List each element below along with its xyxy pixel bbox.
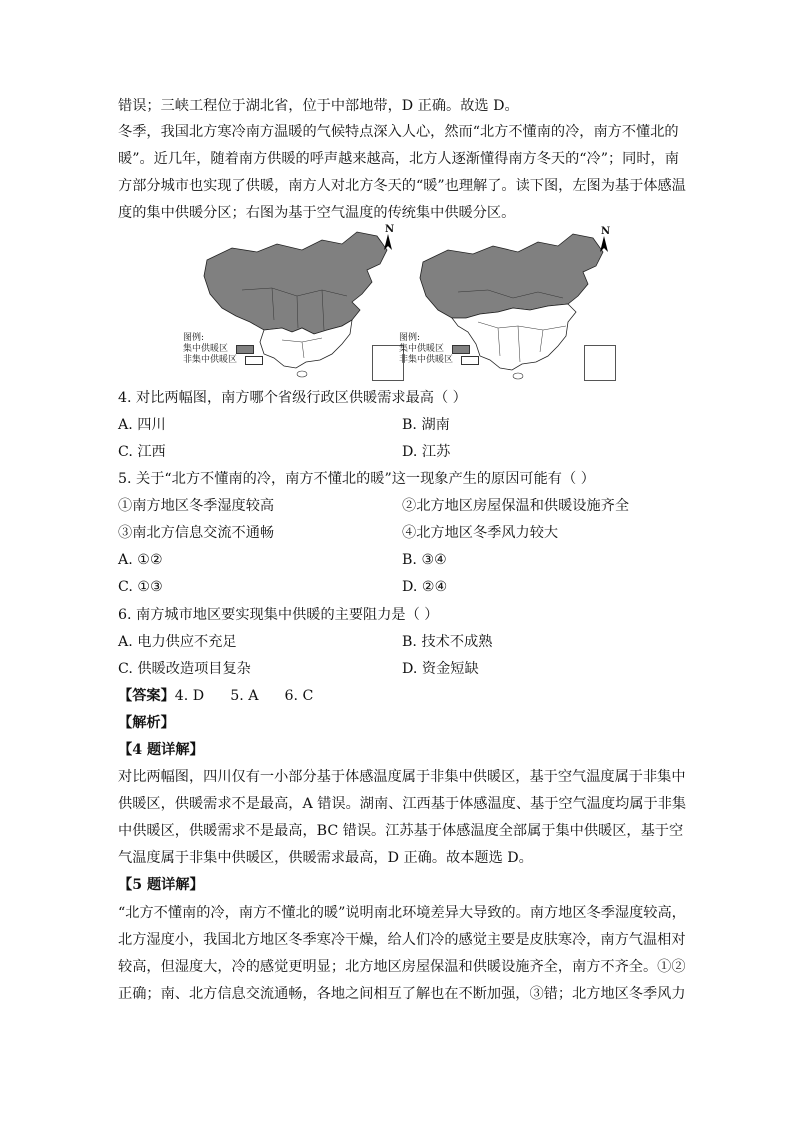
q5-option-b: B. ③④	[402, 552, 447, 568]
q6-option-d: D. 资金短缺	[402, 661, 479, 677]
legend-noncentral-label: 非集中供暖区	[399, 355, 454, 365]
intro-line: 暖”。近几年，随着南方供暖的呼声越来越高，北方人逐渐懂得南方冬天的“冷”；同时，南	[118, 151, 679, 167]
south-china-sea-inset	[584, 345, 616, 381]
hainan-island	[513, 373, 523, 379]
analysis-label: 【解析】	[118, 715, 175, 731]
answer-5: 5. A	[230, 688, 259, 704]
q5-option-a: A. ①②	[118, 552, 163, 568]
q5-detail-line: 北方湿度小，我国北方地区冬季寒冷干燥，给人们冷的感觉主要是皮肤寒冷，南方气温相对	[118, 932, 686, 948]
legend-central-swatch	[452, 345, 470, 354]
legend-central-label: 集中供暖区	[183, 344, 229, 354]
answer-4: 4. D	[174, 688, 205, 704]
central-heating-area	[420, 234, 603, 318]
q5-detail-line: “北方不懂南的冷，南方不懂北的暖”说明南北环境差异大导致的。南方地区冬季湿度较高，	[118, 905, 686, 921]
q5-statement-1: ①南方地区冬季湿度较高	[118, 498, 275, 514]
q5-detail-label: 【5 题详解】	[118, 877, 204, 893]
legend-central-swatch	[236, 345, 254, 354]
q5-statement-2: ②北方地区房屋保温和供暖设施齐全	[402, 498, 630, 514]
q5-option-c: C. ①③	[118, 579, 163, 595]
answer-label: 【答案】	[118, 688, 175, 704]
legend-noncentral-swatch	[245, 356, 263, 365]
answer-6: 6. C	[284, 688, 314, 704]
north-label: N	[385, 224, 395, 235]
q4-option-d: D. 江苏	[402, 444, 451, 460]
legend-row-noncentral	[183, 355, 263, 366]
q4-detail-label: 【4 题详解】	[118, 742, 204, 758]
q6-option-b: B. 技术不成熟	[402, 634, 493, 650]
answer-line	[118, 686, 678, 706]
intro-line: 方部分城市也实现了供暖，南方人对北方冬天的“暖”也理解了。读下图，左图为基于体感温	[118, 178, 686, 194]
legend-row-central	[399, 344, 479, 355]
legend-row-central	[183, 344, 263, 355]
q4-detail-line: 气温度属于非集中供暖区，供暖需求最高，D 正确。故本题选 D。	[118, 850, 533, 866]
intro-line: 度的集中供暖分区；右图为基于空气温度的传统集中供暖分区。	[118, 205, 516, 221]
q5-detail-line: 正确；南、北方信息交流通畅，各地之间相互了解也在不断加强，③错；北方地区冬季风力	[118, 986, 686, 1002]
q4-detail-line: 中供暖区，供暖需求不是最高，BC 错误。江苏基于体感温度全部属于集中供暖区，基于空	[118, 823, 684, 839]
q5-detail-line: 较高，但湿度大，冷的感觉更明显；北方地区房屋保温和供暖设施齐全，南方不齐全。①②	[118, 959, 686, 975]
legend-central-label: 集中供暖区	[399, 344, 445, 354]
left-map-legend	[183, 333, 263, 366]
q4-detail-line: 供暖区，供暖需求不是最高，A 错误。湖南、江西基于体感温度、基于空气温度均属于非集	[118, 796, 687, 812]
q6-stem: 6. 南方城市地区要实现集中供暖的主要阻力是（ ）	[118, 607, 439, 623]
q4-option-a: A. 四川	[118, 417, 166, 433]
legend-row-noncentral	[399, 355, 479, 366]
north-arrow-icon	[600, 236, 608, 252]
q5-stem: 5. 关于“北方不懂南的冷，南方不懂北的暖”这一现象产生的原因可能有（ ）	[118, 471, 595, 487]
q6-option-a: A. 电力供应不充足	[118, 634, 237, 650]
intro-line: 错误；三峡工程位于湖北省，位于中部地带，D 正确。故选 D。	[118, 98, 519, 114]
hainan-island	[297, 371, 307, 377]
q5-statement-4: ④北方地区冬季风力较大	[402, 525, 559, 541]
legend-noncentral-swatch	[461, 356, 479, 365]
heating-zone-maps-figure	[180, 224, 620, 383]
north-arrow-icon	[384, 234, 392, 250]
q4-detail-line: 对比两幅图，四川仅有一小部分基于体感温度属于非集中供暖区，基于空气温度属于非集中	[118, 769, 686, 785]
north-label: N	[601, 226, 611, 237]
central-heating-area	[204, 232, 387, 334]
q5-statement-3: ③南北方信息交流不通畅	[118, 525, 275, 541]
intro-line: 冬季，我国北方寒冷南方温暖的气候特点深入人心，然而“北方不懂南的冷，南方不懂北的	[118, 124, 679, 140]
right-map-legend	[399, 333, 479, 366]
legend-noncentral-label: 非集中供暖区	[183, 355, 238, 365]
q4-option-b: B. 湖南	[402, 417, 450, 433]
legend-title: 图例:	[183, 333, 205, 343]
q5-option-d: D. ②④	[402, 579, 448, 595]
q6-option-c: C. 供暖改造项目复杂	[118, 661, 251, 677]
legend-title: 图例:	[399, 333, 421, 343]
q4-stem: 4. 对比两幅图，南方哪个省级行政区供暖需求最高（ ）	[118, 390, 467, 406]
q4-option-c: C. 江西	[118, 444, 166, 460]
